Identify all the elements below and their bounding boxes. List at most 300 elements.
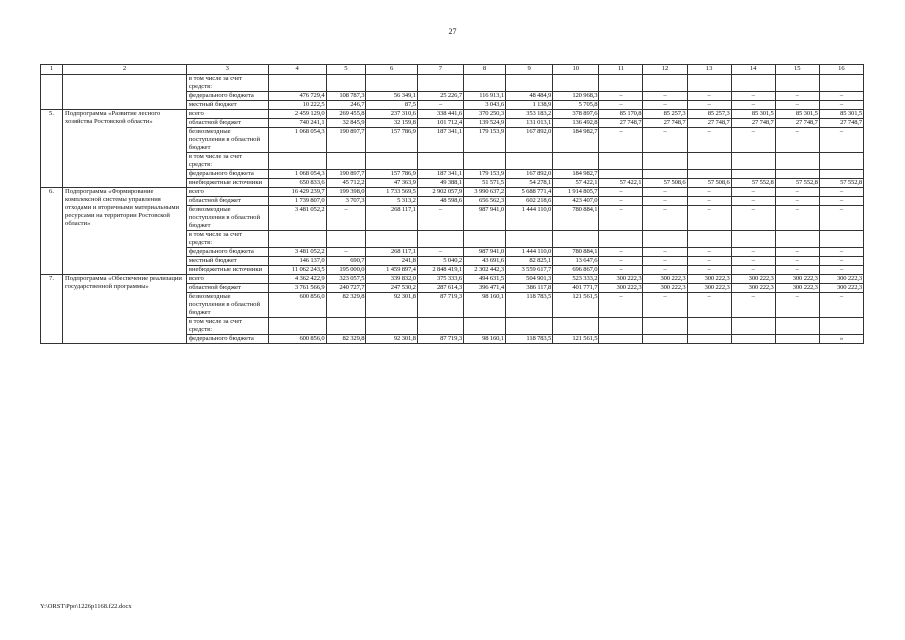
value-cell: 987 941,0 [463, 206, 505, 231]
value-cell: – [731, 248, 775, 257]
value-cell: – [687, 206, 731, 231]
value-cell: 85 170,8 [599, 110, 643, 119]
value-cell: 82 825,1 [505, 257, 552, 266]
subprogram-name [63, 75, 187, 110]
value-cell: 187 341,1 [417, 128, 463, 153]
value-cell [505, 318, 552, 335]
value-cell: – [687, 128, 731, 153]
value-cell: – [599, 188, 643, 197]
value-cell: 300 222,3 [731, 275, 775, 284]
value-cell [366, 153, 417, 170]
value-cell: 650 833,6 [268, 179, 326, 188]
value-cell: – [643, 206, 687, 231]
value-cell [268, 318, 326, 335]
value-cell: 98 160,1 [463, 293, 505, 318]
value-cell: 5 040,2 [417, 257, 463, 266]
value-cell [775, 318, 819, 335]
value-cell [463, 153, 505, 170]
value-cell: 300 222,3 [775, 275, 819, 284]
value-cell: 504 901,3 [505, 275, 552, 284]
value-cell: 157 786,9 [366, 170, 417, 179]
value-cell [819, 75, 863, 92]
funding-source: в том числе за счет средств: [186, 153, 268, 170]
value-cell: 57 422,1 [599, 179, 643, 188]
value-cell [687, 170, 731, 179]
column-header-4: 4 [268, 65, 326, 75]
value-cell: 246,7 [326, 101, 366, 110]
funding-source: внебюджетные источники [186, 179, 268, 188]
value-cell: 3 707,3 [326, 197, 366, 206]
value-cell: – [687, 257, 731, 266]
value-cell [326, 318, 366, 335]
value-cell: 3 761 566,9 [268, 284, 326, 293]
value-cell: 167 892,0 [505, 128, 552, 153]
value-cell: – [731, 257, 775, 266]
value-cell: – [775, 266, 819, 275]
value-cell [687, 231, 731, 248]
value-cell [687, 318, 731, 335]
funding-source: в том числе за счет средств: [186, 231, 268, 248]
column-header-13: 13 [687, 65, 731, 75]
value-cell: » [819, 335, 863, 344]
value-cell: 190 897,7 [326, 128, 366, 153]
value-cell: 51 571,5 [463, 179, 505, 188]
value-cell: 167 892,0 [505, 170, 552, 179]
value-cell [505, 153, 552, 170]
value-cell: 184 982,7 [553, 128, 599, 153]
value-cell: – [775, 101, 819, 110]
value-cell [326, 75, 366, 92]
value-cell: 370 250,3 [463, 110, 505, 119]
value-cell: – [643, 188, 687, 197]
value-cell: 85 301,5 [775, 110, 819, 119]
value-cell: 199 398,0 [326, 188, 366, 197]
value-cell: – [775, 197, 819, 206]
value-cell [599, 231, 643, 248]
value-cell: 27 748,7 [819, 119, 863, 128]
value-cell: 157 786,9 [366, 128, 417, 153]
value-cell: 11 062 243,5 [268, 266, 326, 275]
column-header-10: 10 [553, 65, 599, 75]
column-header-16: 16 [819, 65, 863, 75]
value-cell: – [775, 293, 819, 318]
value-cell: – [417, 248, 463, 257]
value-cell: 1 914 805,7 [553, 188, 599, 197]
value-cell: 1 733 569,5 [366, 188, 417, 197]
value-cell: 323 057,5 [326, 275, 366, 284]
value-cell: 179 153,9 [463, 170, 505, 179]
value-cell [417, 75, 463, 92]
value-cell: – [819, 188, 863, 197]
value-cell: 85 257,3 [643, 110, 687, 119]
value-cell: 268 117,1 [366, 206, 417, 231]
subprogram-number [41, 75, 63, 110]
column-header-8: 8 [463, 65, 505, 75]
value-cell: 600 856,0 [268, 293, 326, 318]
value-cell [553, 153, 599, 170]
value-cell: – [599, 248, 643, 257]
value-cell: – [775, 257, 819, 266]
value-cell [731, 170, 775, 179]
value-cell: 1 444 110,0 [505, 248, 552, 257]
value-cell: 108 787,3 [326, 92, 366, 101]
funding-source: местный бюджет [186, 101, 268, 110]
column-header-14: 14 [731, 65, 775, 75]
column-header-1: 1 [41, 65, 63, 75]
value-cell: 27 748,7 [775, 119, 819, 128]
value-cell [643, 153, 687, 170]
value-cell: 523 333,2 [553, 275, 599, 284]
footer-file-path: Y:\ORST\Ppo\1226p1168.f22.docx [40, 603, 132, 610]
value-cell [417, 231, 463, 248]
value-cell: 120 968,3 [553, 92, 599, 101]
value-cell: 5 705,8 [553, 101, 599, 110]
value-cell: 48 484,9 [505, 92, 552, 101]
value-cell: 5 688 771,4 [505, 188, 552, 197]
value-cell: – [775, 128, 819, 153]
value-cell: 13 647,6 [553, 257, 599, 266]
value-cell [505, 75, 552, 92]
value-cell: 87,5 [366, 101, 417, 110]
value-cell: 1 068 054,3 [268, 170, 326, 179]
value-cell [463, 75, 505, 92]
value-cell: 3 481 052,2 [268, 248, 326, 257]
value-cell: 1 444 110,0 [505, 206, 552, 231]
subprogram-number: 7. [41, 275, 63, 344]
value-cell: – [731, 188, 775, 197]
value-cell: – [643, 197, 687, 206]
value-cell: 82 329,8 [326, 293, 366, 318]
value-cell: 300 222,3 [599, 284, 643, 293]
value-cell: 396 471,4 [463, 284, 505, 293]
value-cell: – [687, 266, 731, 275]
value-cell: – [599, 92, 643, 101]
value-cell [775, 153, 819, 170]
value-cell [775, 231, 819, 248]
value-cell: 987 941,0 [463, 248, 505, 257]
value-cell: 338 441,6 [417, 110, 463, 119]
value-cell [553, 231, 599, 248]
value-cell: 423 407,0 [553, 197, 599, 206]
value-cell: 98 160,1 [463, 335, 505, 344]
value-cell: 47 363,9 [366, 179, 417, 188]
funding-source: всего [186, 110, 268, 119]
column-header-3: 3 [186, 65, 268, 75]
value-cell: 118 783,5 [505, 293, 552, 318]
value-cell: 602 218,6 [505, 197, 552, 206]
value-cell [599, 318, 643, 335]
column-header-6: 6 [366, 65, 417, 75]
value-cell: – [687, 293, 731, 318]
value-cell: – [731, 266, 775, 275]
value-cell: 287 614,3 [417, 284, 463, 293]
value-cell: 27 748,7 [599, 119, 643, 128]
value-cell: – [687, 188, 731, 197]
value-cell: – [687, 248, 731, 257]
value-cell: – [819, 293, 863, 318]
value-cell: 696 867,0 [553, 266, 599, 275]
value-cell [268, 231, 326, 248]
value-cell: 780 884,1 [553, 248, 599, 257]
value-cell [599, 75, 643, 92]
value-cell: 386 117,8 [505, 284, 552, 293]
value-cell: 300 222,3 [731, 284, 775, 293]
funding-source: безвозмездные поступления в областной бюджет [186, 293, 268, 318]
value-cell [599, 170, 643, 179]
value-cell [643, 318, 687, 335]
value-cell: 16 429 239,7 [268, 188, 326, 197]
value-cell: 401 771,7 [553, 284, 599, 293]
value-cell: 146 137,0 [268, 257, 326, 266]
value-cell: 2 302 442,3 [463, 266, 505, 275]
value-cell: – [599, 197, 643, 206]
value-cell [553, 318, 599, 335]
value-cell: 54 278,1 [505, 179, 552, 188]
value-cell: 269 455,8 [326, 110, 366, 119]
value-cell [731, 75, 775, 92]
value-cell: 57 508,6 [687, 179, 731, 188]
value-cell: 139 524,9 [463, 119, 505, 128]
value-cell: 1 459 897,4 [366, 266, 417, 275]
value-cell: 300 222,3 [643, 284, 687, 293]
value-cell: – [326, 206, 366, 231]
value-cell: 131 013,1 [505, 119, 552, 128]
value-cell: 57 422,1 [553, 179, 599, 188]
value-cell: 2 902 057,9 [417, 188, 463, 197]
value-cell: – [819, 248, 863, 257]
table-row [41, 110, 864, 119]
value-cell [687, 75, 731, 92]
value-cell: 43 691,6 [463, 257, 505, 266]
value-cell: 27 748,7 [687, 119, 731, 128]
value-cell [731, 231, 775, 248]
subprogram-name: Подпрограмма «Обеспечение реализации государственной программы» [63, 275, 187, 344]
value-cell: 195 000,0 [326, 266, 366, 275]
value-cell: 87 719,3 [417, 335, 463, 344]
value-cell: 1 739 807,0 [268, 197, 326, 206]
column-header-12: 12 [643, 65, 687, 75]
value-cell: 121 561,5 [553, 293, 599, 318]
value-cell: – [687, 197, 731, 206]
value-cell: 300 222,3 [643, 275, 687, 284]
value-cell: – [643, 101, 687, 110]
value-cell [366, 75, 417, 92]
value-cell [268, 75, 326, 92]
value-cell [268, 153, 326, 170]
value-cell: 121 561,5 [553, 335, 599, 344]
value-cell: 118 783,5 [505, 335, 552, 344]
value-cell: – [643, 293, 687, 318]
value-cell: 27 748,7 [731, 119, 775, 128]
value-cell: – [643, 257, 687, 266]
funding-source: всего [186, 188, 268, 197]
funding-source: всего [186, 275, 268, 284]
value-cell [819, 170, 863, 179]
value-cell [819, 153, 863, 170]
value-cell: – [599, 266, 643, 275]
column-header-9: 9 [505, 65, 552, 75]
value-cell [505, 231, 552, 248]
value-cell: 300 222,3 [687, 284, 731, 293]
value-cell: 85 301,5 [819, 110, 863, 119]
funding-source: безвозмездные поступления в областной бюджет [186, 128, 268, 153]
column-header-15: 15 [775, 65, 819, 75]
value-cell: – [643, 266, 687, 275]
value-cell: 10 222,5 [268, 101, 326, 110]
funding-source: в том числе за счет средств: [186, 318, 268, 335]
value-cell: 300 222,3 [819, 275, 863, 284]
value-cell: – [819, 197, 863, 206]
value-cell: 92 301,8 [366, 335, 417, 344]
column-header-11: 11 [599, 65, 643, 75]
value-cell: 3 990 637,2 [463, 188, 505, 197]
value-cell: 300 222,3 [687, 275, 731, 284]
value-cell: 57 552,8 [819, 179, 863, 188]
value-cell [731, 153, 775, 170]
value-cell [643, 170, 687, 179]
value-cell: 237 310,6 [366, 110, 417, 119]
value-cell: 57 552,8 [731, 179, 775, 188]
value-cell: – [731, 92, 775, 101]
column-header-5: 5 [326, 65, 366, 75]
value-cell [463, 231, 505, 248]
value-cell [417, 153, 463, 170]
value-cell: – [643, 92, 687, 101]
value-cell: – [417, 101, 463, 110]
value-cell: 300 222,3 [775, 284, 819, 293]
value-cell: – [731, 197, 775, 206]
value-cell: – [643, 248, 687, 257]
value-cell: 27 748,7 [643, 119, 687, 128]
subprogram-number: 5. [41, 110, 63, 188]
value-cell: 187 341,1 [417, 170, 463, 179]
funding-source: внебюджетные источники [186, 266, 268, 275]
value-cell: 268 117,1 [366, 248, 417, 257]
value-cell [366, 318, 417, 335]
funding-source: безвозмездные поступления в областной бюджет [186, 206, 268, 231]
value-cell: 656 562,3 [463, 197, 505, 206]
value-cell: – [417, 206, 463, 231]
value-cell: 184 982,7 [553, 170, 599, 179]
value-cell: 85 301,5 [731, 110, 775, 119]
value-cell [687, 335, 731, 344]
value-cell: 300 222,3 [599, 275, 643, 284]
value-cell: 116 913,1 [463, 92, 505, 101]
budget-table-container [40, 64, 864, 344]
value-cell [775, 75, 819, 92]
value-cell: – [731, 293, 775, 318]
value-cell: 179 153,9 [463, 128, 505, 153]
value-cell: 25 226,7 [417, 92, 463, 101]
value-cell: 3 559 617,7 [505, 266, 552, 275]
value-cell [643, 231, 687, 248]
value-cell: 378 897,6 [553, 110, 599, 119]
table-header [41, 65, 864, 75]
column-header-7: 7 [417, 65, 463, 75]
value-cell [819, 318, 863, 335]
value-cell: 57 552,8 [775, 179, 819, 188]
value-cell: 32 159,8 [366, 119, 417, 128]
value-cell: – [687, 92, 731, 101]
value-cell: – [731, 128, 775, 153]
value-cell [819, 231, 863, 248]
value-cell: 56 349,1 [366, 92, 417, 101]
value-cell [731, 335, 775, 344]
page-number: 27 [448, 27, 457, 36]
value-cell: – [599, 293, 643, 318]
value-cell [643, 75, 687, 92]
value-cell: 2 459 129,0 [268, 110, 326, 119]
value-cell: – [687, 101, 731, 110]
value-cell: – [599, 257, 643, 266]
funding-source: федерального бюджета [186, 248, 268, 257]
funding-source: областной бюджет [186, 119, 268, 128]
value-cell [643, 335, 687, 344]
funding-source: федерального бюджета [186, 335, 268, 344]
value-cell: 85 257,3 [687, 110, 731, 119]
value-cell: – [819, 206, 863, 231]
value-cell: 87 719,3 [417, 293, 463, 318]
value-cell: – [819, 128, 863, 153]
value-cell: 300 222,3 [819, 284, 863, 293]
value-cell: 45 712,2 [326, 179, 366, 188]
value-cell [731, 318, 775, 335]
value-cell [599, 153, 643, 170]
value-cell: – [599, 128, 643, 153]
value-cell: 92 301,8 [366, 293, 417, 318]
subprogram-name: Подпрограмма «Формирование комплексной системы управления отходами и вторичными материальными ресурсами на территории Ростовской области» [63, 188, 187, 275]
table-body [41, 75, 864, 344]
subprogram-number: 6. [41, 188, 63, 275]
table-row [41, 188, 864, 197]
value-cell: – [775, 92, 819, 101]
value-cell: 494 631,5 [463, 275, 505, 284]
value-cell: 48 598,6 [417, 197, 463, 206]
value-cell [775, 170, 819, 179]
value-cell: – [731, 101, 775, 110]
value-cell: 600 856,0 [268, 335, 326, 344]
value-cell: 49 388,1 [417, 179, 463, 188]
value-cell: 780 884,1 [553, 206, 599, 231]
funding-source: федерального бюджета [186, 92, 268, 101]
subprogram-name: Подпрограмма «Развитие лесного хозяйства Ростовской области» [63, 110, 187, 188]
value-cell: 82 329,8 [326, 335, 366, 344]
table-row [41, 275, 864, 284]
value-cell: 476 729,4 [268, 92, 326, 101]
value-cell: 690,7 [326, 257, 366, 266]
budget-table [40, 64, 864, 344]
funding-source: федерального бюджета [186, 170, 268, 179]
value-cell: – [819, 101, 863, 110]
value-cell: 4 362 422,9 [268, 275, 326, 284]
value-cell: 101 712,4 [417, 119, 463, 128]
funding-source: областной бюджет [186, 197, 268, 206]
value-cell [326, 231, 366, 248]
value-cell: – [819, 92, 863, 101]
value-cell: – [775, 248, 819, 257]
funding-source: в том числе за счет средств: [186, 75, 268, 92]
value-cell: – [326, 248, 366, 257]
value-cell: 339 832,0 [366, 275, 417, 284]
value-cell: 5 313,2 [366, 197, 417, 206]
value-cell: 375 333,6 [417, 275, 463, 284]
value-cell [417, 318, 463, 335]
value-cell: – [599, 206, 643, 231]
value-cell: 136 492,8 [553, 119, 599, 128]
value-cell: 247 530,2 [366, 284, 417, 293]
value-cell: 2 848 419,1 [417, 266, 463, 275]
value-cell: – [599, 101, 643, 110]
